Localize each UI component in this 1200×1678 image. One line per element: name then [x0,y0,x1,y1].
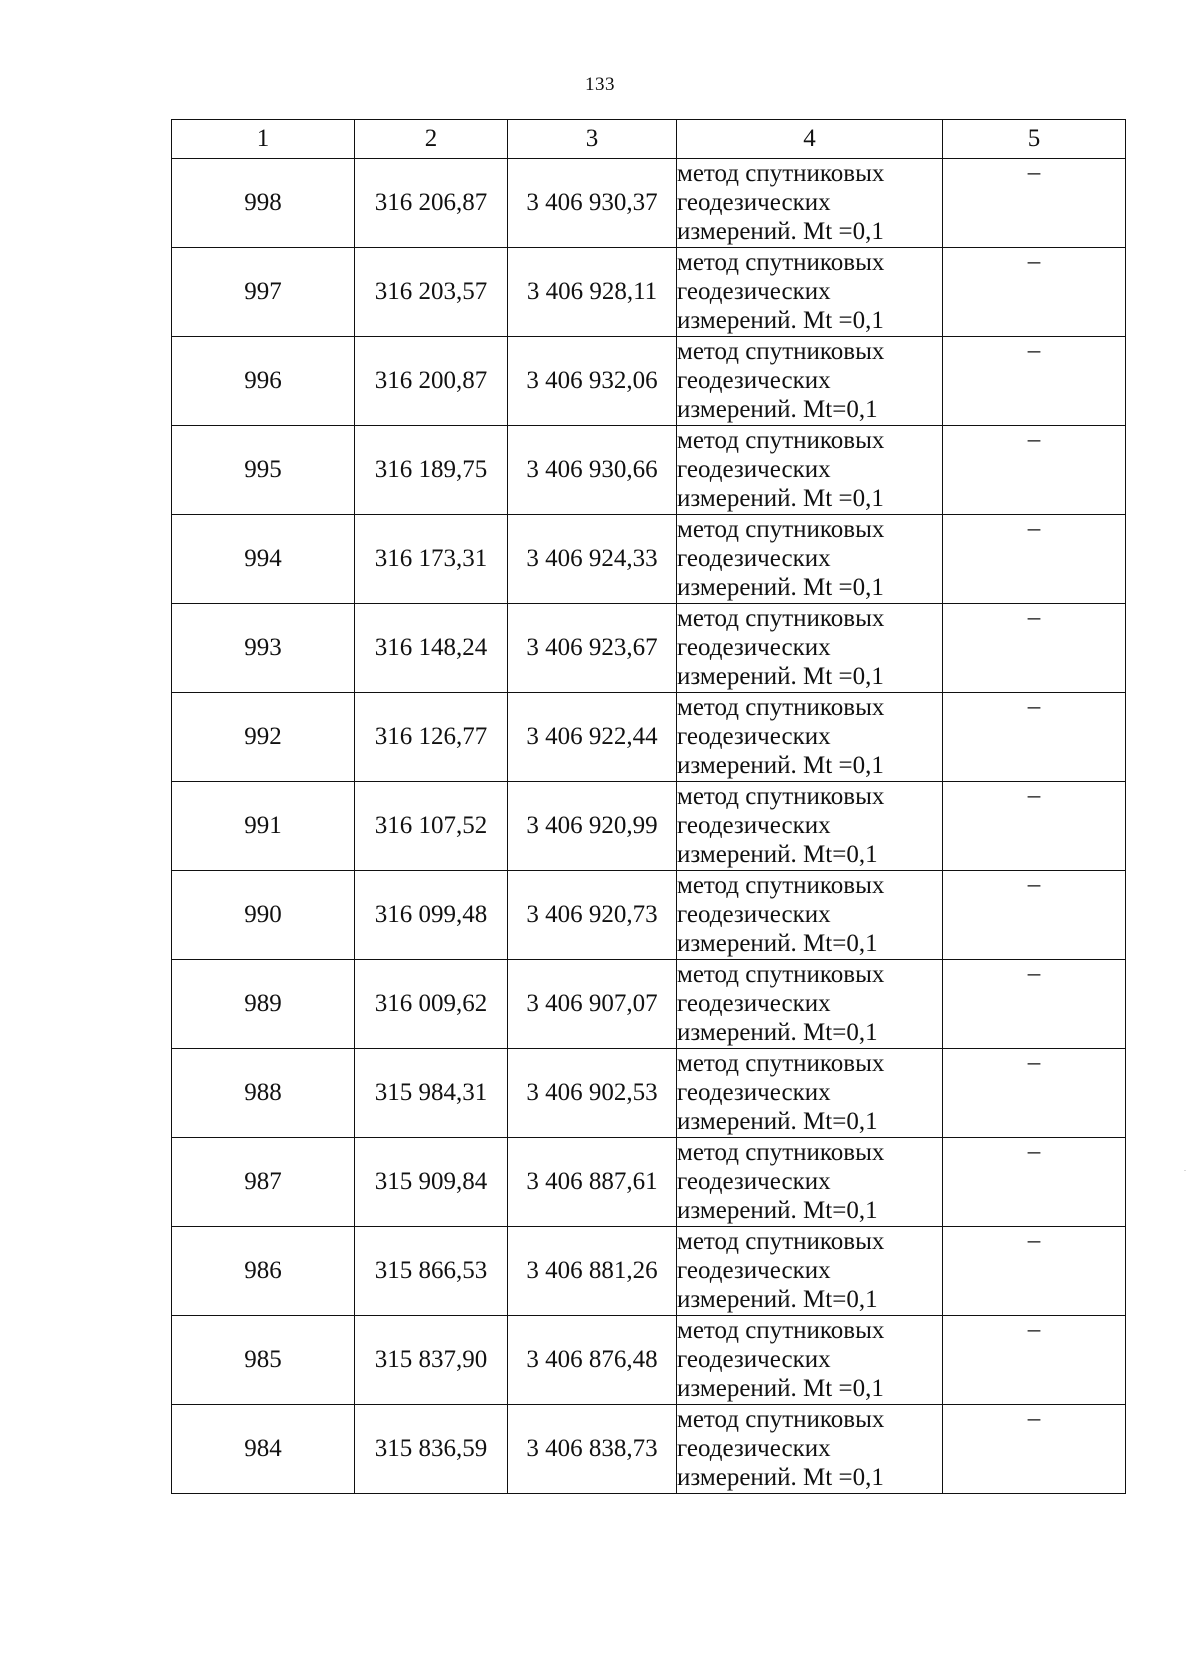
y-coordinate-cell: 3 406 928,11 [508,248,677,337]
note-cell: – [943,515,1126,604]
method-line: измерений. Mt =0,1 [677,218,884,245]
x-coordinate-cell: 316 200,87 [355,337,508,426]
x-coordinate-cell: 315 984,31 [355,1049,508,1138]
point-number-cell: 991 [172,782,355,871]
method-cell [677,1227,943,1316]
method-line: геодезических [677,1168,831,1195]
method-line: геодезических [677,901,831,928]
method-cell [677,515,943,604]
table-row [172,159,1126,248]
method-line: метод спутниковых [677,249,885,276]
method-cell [677,426,943,515]
method-line: измерений. Mt =0,1 [677,1375,884,1402]
point-number-cell: 997 [172,248,355,337]
method-cell [677,1138,943,1227]
method-line: геодезических [677,634,831,661]
method-cell [677,1316,943,1405]
table-header [172,120,1126,159]
note-cell: – [943,337,1126,426]
note-cell: – [943,426,1126,515]
method-cell [677,159,943,248]
method-line: геодезических [677,1257,831,1284]
note-cell: – [943,960,1126,1049]
x-coordinate-cell: 316 099,48 [355,871,508,960]
y-coordinate-cell: 3 406 924,33 [508,515,677,604]
method-cell [677,871,943,960]
method-line: метод спутниковых [677,516,885,543]
page-number: 133 [585,74,615,95]
table-row [172,1316,1126,1405]
table-row [172,337,1126,426]
table-row [172,1405,1126,1494]
point-number-cell: 996 [172,337,355,426]
note-cell: – [943,1316,1126,1405]
method-line: измерений. Mt=0,1 [677,1286,878,1313]
table-row [172,960,1126,1049]
table-row [172,426,1126,515]
point-number-cell: 985 [172,1316,355,1405]
x-coordinate-cell: 316 189,75 [355,426,508,515]
method-line: измерений. Mt=0,1 [677,396,878,423]
method-line: измерений. Mt =0,1 [677,1464,884,1491]
note-cell: – [943,782,1126,871]
method-line: измерений. Mt=0,1 [677,1019,878,1046]
point-number-cell: 989 [172,960,355,1049]
method-line: измерений. Mt =0,1 [677,752,884,779]
note-cell: – [943,604,1126,693]
y-coordinate-cell: 3 406 838,73 [508,1405,677,1494]
note-cell: – [943,1405,1126,1494]
method-line: метод спутниковых [677,1139,885,1166]
method-line: измерений. Mt=0,1 [677,841,878,868]
method-line: геодезических [677,1079,831,1106]
method-line: измерений. Mt =0,1 [677,485,884,512]
table-body [172,159,1126,1494]
method-line: метод спутниковых [677,160,885,187]
header-col-2: 2 [355,120,508,159]
x-coordinate-cell: 316 203,57 [355,248,508,337]
header-col-5: 5 [943,120,1126,159]
point-number-cell: 988 [172,1049,355,1138]
x-coordinate-cell: 315 836,59 [355,1405,508,1494]
table-row [172,871,1126,960]
note-cell: – [943,871,1126,960]
y-coordinate-cell: 3 406 930,66 [508,426,677,515]
point-number-cell: 990 [172,871,355,960]
header-col-1: 1 [172,120,355,159]
point-number-cell: 993 [172,604,355,693]
method-line: геодезических [677,723,831,750]
method-line: геодезических [677,189,831,216]
y-coordinate-cell: 3 406 876,48 [508,1316,677,1405]
y-coordinate-cell: 3 406 923,67 [508,604,677,693]
y-coordinate-cell: 3 406 887,61 [508,1138,677,1227]
note-cell: – [943,1138,1126,1227]
method-cell [677,693,943,782]
table-row [172,782,1126,871]
method-cell [677,337,943,426]
header-col-4: 4 [677,120,943,159]
table-row [172,1138,1126,1227]
method-line: геодезических [677,812,831,839]
coordinates-table [171,119,1126,1494]
x-coordinate-cell: 316 107,52 [355,782,508,871]
note-cell: – [943,693,1126,782]
x-coordinate-cell: 316 206,87 [355,159,508,248]
x-coordinate-cell: 316 173,31 [355,515,508,604]
y-coordinate-cell: 3 406 920,99 [508,782,677,871]
x-coordinate-cell: 316 126,77 [355,693,508,782]
y-coordinate-cell: 3 406 881,26 [508,1227,677,1316]
method-line: метод спутниковых [677,961,885,988]
method-line: измерений. Mt =0,1 [677,574,884,601]
method-line: геодезических [677,278,831,305]
method-line: измерений. Mt=0,1 [677,930,878,957]
point-number-cell: 986 [172,1227,355,1316]
table-row [172,693,1126,782]
method-line: метод спутниковых [677,1228,885,1255]
method-cell [677,960,943,1049]
method-line: метод спутниковых [677,338,885,365]
x-coordinate-cell: 315 837,90 [355,1316,508,1405]
method-line: метод спутниковых [677,605,885,632]
table-row [172,1049,1126,1138]
method-line: измерений. Mt=0,1 [677,1197,878,1224]
header-col-3: 3 [508,120,677,159]
table-row [172,1227,1126,1316]
point-number-cell: 984 [172,1405,355,1494]
table-row [172,515,1126,604]
x-coordinate-cell: 315 866,53 [355,1227,508,1316]
method-line: метод спутниковых [677,1406,885,1433]
note-cell: – [943,248,1126,337]
method-line: геодезических [677,367,831,394]
method-line: измерений. Mt=0,1 [677,1108,878,1135]
x-coordinate-cell: 316 148,24 [355,604,508,693]
method-line: метод спутниковых [677,694,885,721]
method-line: метод спутниковых [677,1317,885,1344]
note-cell: – [943,159,1126,248]
y-coordinate-cell: 3 406 920,73 [508,871,677,960]
table-row [172,604,1126,693]
scan-speck [1184,1170,1186,1171]
method-line: метод спутниковых [677,427,885,454]
y-coordinate-cell: 3 406 932,06 [508,337,677,426]
note-cell: – [943,1049,1126,1138]
point-number-cell: 994 [172,515,355,604]
header-row [172,120,1126,159]
method-line: геодезических [677,1435,831,1462]
method-cell [677,604,943,693]
method-cell [677,248,943,337]
method-line: метод спутниковых [677,1050,885,1077]
x-coordinate-cell: 315 909,84 [355,1138,508,1227]
method-line: измерений. Mt =0,1 [677,307,884,334]
method-line: геодезических [677,545,831,572]
x-coordinate-cell: 316 009,62 [355,960,508,1049]
point-number-cell: 995 [172,426,355,515]
method-line: измерений. Mt =0,1 [677,663,884,690]
method-line: метод спутниковых [677,783,885,810]
method-cell [677,1405,943,1494]
method-line: геодезических [677,456,831,483]
table-row [172,248,1126,337]
point-number-cell: 998 [172,159,355,248]
y-coordinate-cell: 3 406 930,37 [508,159,677,248]
method-cell [677,1049,943,1138]
point-number-cell: 987 [172,1138,355,1227]
y-coordinate-cell: 3 406 922,44 [508,693,677,782]
method-cell [677,782,943,871]
y-coordinate-cell: 3 406 902,53 [508,1049,677,1138]
method-line: метод спутниковых [677,872,885,899]
method-line: геодезических [677,1346,831,1373]
method-line: геодезических [677,990,831,1017]
point-number-cell: 992 [172,693,355,782]
y-coordinate-cell: 3 406 907,07 [508,960,677,1049]
note-cell: – [943,1227,1126,1316]
